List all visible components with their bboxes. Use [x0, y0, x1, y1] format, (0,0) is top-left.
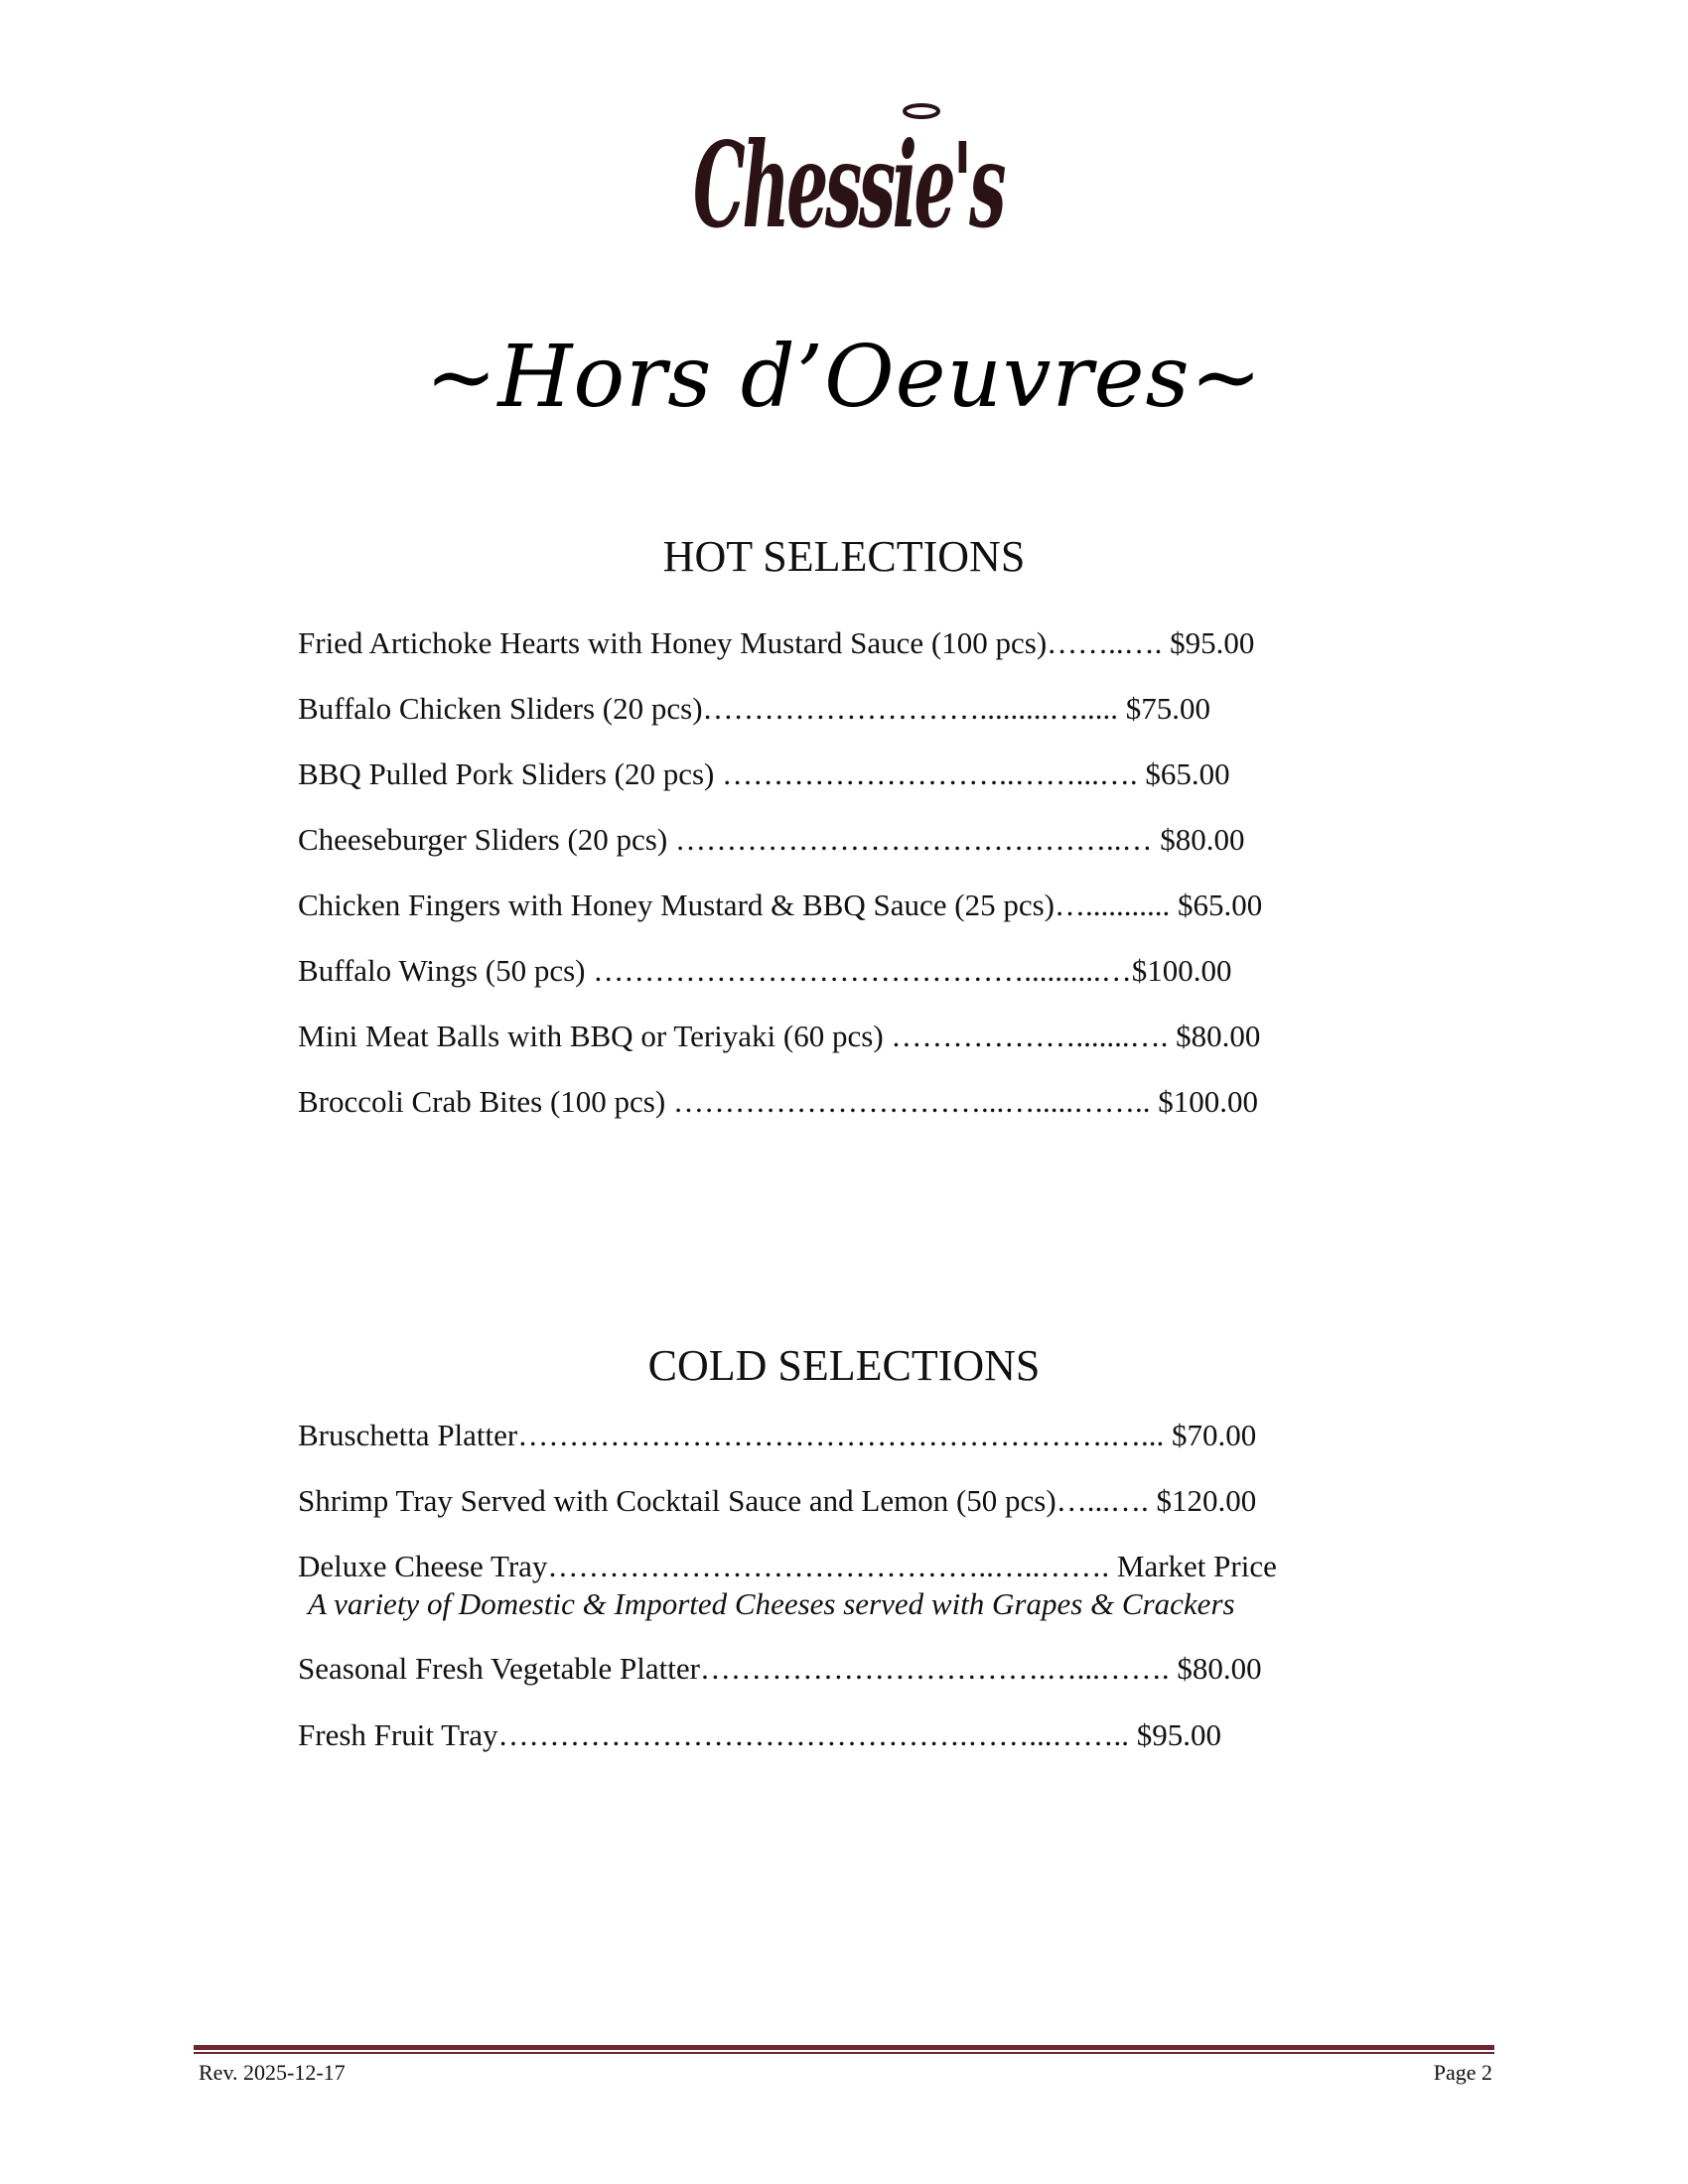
revision-date: Rev. 2025-12-17 — [199, 2060, 346, 2085]
menu-item: Mini Meat Balls with BBQ or Teriyaki (60 pcs) ……………….......…. $80.00 — [298, 1019, 1261, 1053]
menu-item: Cheeseburger Sliders (20 pcs) ……………………………………..… $80.00 — [298, 822, 1245, 857]
menu-item: Deluxe Cheese Tray……………………………………..…..……. Market Price — [298, 1549, 1277, 1583]
menu-item: Fried Artichoke Hearts with Honey Mustard Sauce (100 pcs)……..…. $95.00 — [298, 625, 1255, 660]
footer-divider — [194, 2045, 1494, 2055]
logo-text: Chessie's — [693, 116, 1006, 254]
page-number: Page 2 — [1433, 2060, 1492, 2085]
chessies-logo — [685, 89, 1013, 254]
menu-item: Buffalo Chicken Sliders (20 pcs)……………………….........…..... $75.00 — [298, 691, 1211, 726]
menu-item: Fresh Fruit Tray……………………………………….……...…….. $95.00 — [298, 1717, 1222, 1752]
cheese-tray-description: A variety of Domestic & Imported Cheeses served with Grapes & Crackers — [308, 1586, 1235, 1621]
hot-selections-heading: HOT SELECTIONS — [662, 532, 1026, 581]
menu-item: Bruschetta Platter………………………………………………….…... $70.00 — [298, 1418, 1257, 1452]
menu-item: Broccoli Crab Bites (100 pcs) …………………………...….....…….. $100.00 — [298, 1084, 1258, 1119]
menu-item: Shrimp Tray Served with Cocktail Sauce and Lemon (50 pcs)…...…. $120.00 — [298, 1483, 1257, 1518]
page-title: ~Hors d’Oeuvres~ — [425, 328, 1263, 427]
menu-item: Buffalo Wings (50 pcs) ……………………………………..........…$100.00 — [298, 953, 1232, 988]
menu-item: Chicken Fingers with Honey Mustard & BBQ Sauce (25 pcs)…........... $65.00 — [298, 887, 1263, 922]
menu-item: Seasonal Fresh Vegetable Platter…………………………….…...……. $80.00 — [298, 1651, 1262, 1686]
cold-selections-heading: COLD SELECTIONS — [647, 1341, 1041, 1390]
menu-item: BBQ Pulled Pork Sliders (20 pcs) ………………………..……...…. $65.00 — [298, 756, 1230, 791]
